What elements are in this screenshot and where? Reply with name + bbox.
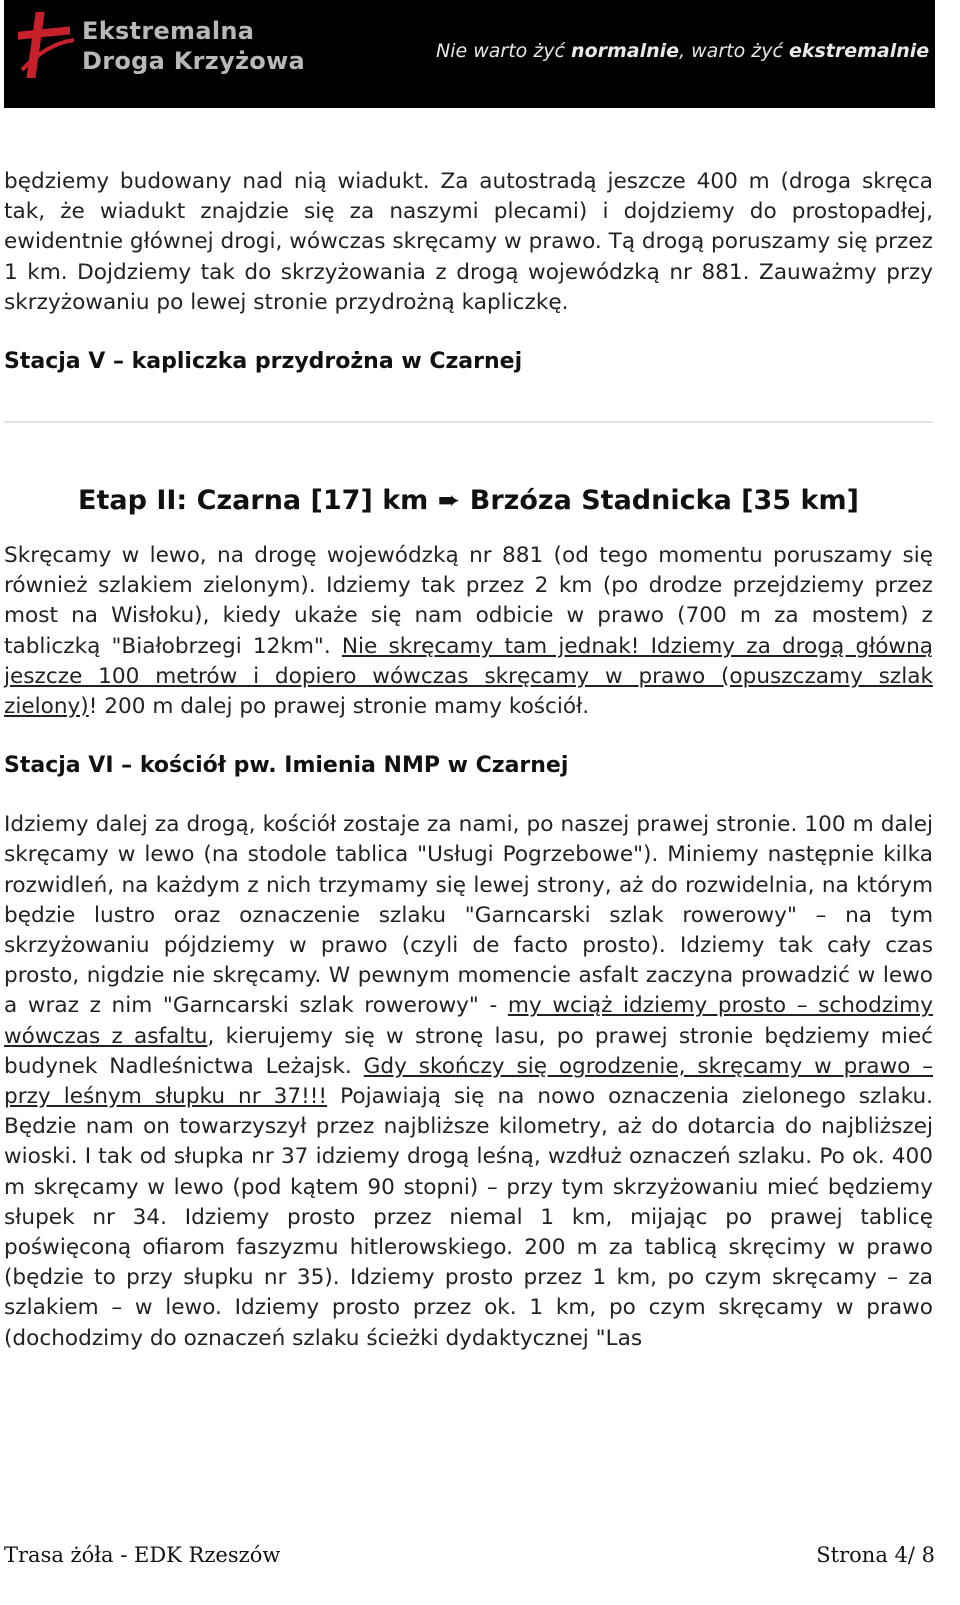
logo-line-1: Ekstremalna xyxy=(82,17,255,45)
paragraph-route xyxy=(4,810,933,1354)
paragraph-route-text2: , kierujemy się w stronę lasu, po prawej stronie będziemy mieć budynek Nadleśnictwa Leżajsk. xyxy=(4,1023,933,1079)
header-banner xyxy=(4,0,935,108)
arrow-right-icon: ➨ xyxy=(437,485,461,517)
underlined-instruction: Nie skręcamy tam jednak! Idziemy za drogą główną jeszcze 100 metrów i dopiero wówczas skręcamy w prawo (opuszczamy szlak zielony) xyxy=(4,633,933,720)
slogan-part-1: Nie warto żyć xyxy=(436,40,572,62)
paragraph-route-text3: Pojawiają się na nowo oznaczenia zielonego szlaku. Będzie nam on towarzyszył przez najbliższe kilometry, aż do dotarcia do najbliższej wioski. I tak od słupka nr 37 idziemy drogą leśną, wzdłuż oznaczeń szlaku. Po ok. 400 m skręcamy w lewo (pod kątem 90 stopni) – przy tym skrzyżowaniu mieć będziemy słupek nr 34. Idziemy prosto przez niemal 1 km, mijając po prawej tablicę poświęconą ofiarom faszyzmu hitlerowskiego. 200 m za tablicą skręcimy w prawo (będzie to przy słupku nr 35). Idziemy prosto przez 1 km, po czym skręcamy – za szlakiem – w lewo. Idziemy prosto przez ok. 1 km, po czym skręcamy w prawo (dochodzimy do oznaczeń szlaku ścieżki dydaktycznej "Las xyxy=(4,1084,933,1351)
slogan-bold-1: normalnie xyxy=(571,40,680,62)
page-footer xyxy=(4,1543,935,1573)
paragraph-route-text1: Idziemy dalej za drogą, kościół zostaje za nami, po naszej prawej stronie. 100 m dalej skręcamy w lewo (na stodole tablica "Usługi Pogrzebowe"). Miniemy następnie kilka rozwidleń, na każdym z nich trzymamy się lewej strony, aż do rozwidelnia, na którym będzie lustro oraz oznaczenie szlaku "Garncarski szlak rowerowy" – na tym skrzyżowaniu pójdziemy w prawo (czyli de facto prosto). Idziemy tak cały czas prosto, nigdzie nie skręcamy. W pewnym momencie asfalt zaczyna prowadzić w lewo a wraz z nim "Garncarski szlak rowerowy" - xyxy=(4,812,933,1019)
underlined-instruction-2: Gdy skończy się ogrodzenie, skręcamy w prawo – przy leśnym słupku nr 37!!! xyxy=(4,1053,933,1110)
cross-icon xyxy=(16,10,76,80)
document-body xyxy=(4,167,933,1354)
slogan xyxy=(436,40,929,62)
paragraph-stage-2-text2: ! 200 m dalej po prawej stronie mamy kościół. xyxy=(88,694,590,720)
slogan-bold-2: ekstremalnie xyxy=(788,40,930,62)
station-6-heading: Stacja VI – kościół pw. Imienia NMP w Czarnej xyxy=(4,753,569,779)
footer-title: Trasa żóła - EDK Rzeszów xyxy=(4,1543,281,1567)
logo-line-2: Droga Krzyżowa xyxy=(82,47,306,75)
underlined-instruction-1: my wciąż idziemy prosto – schodzimy wówczas z asfaltu xyxy=(4,993,933,1049)
station-5-heading: Stacja V – kapliczka przydrożna w Czarnej xyxy=(4,349,523,375)
slogan-part-2: , warto żyć xyxy=(679,40,789,62)
logo-text xyxy=(82,16,305,76)
paragraph-stage-2-text1: Skręcamy w lewo, na drogę wojewódzką nr 881 (od tego momentu poruszamy się również szlakiem zielonym). Idziemy tak przez 2 km (po drodze przejdziemy przez most na Wisłoku), kiedy ukaże się nam odbicie w prawo (700 m za mostem) z tabliczką "Białobrzegi 12km". xyxy=(4,543,933,659)
paragraph-intro: będziemy budowany nad nią wiadukt. Za autostradą jeszcze 400 m (droga skręca tak, że wiadukt znajdzie się za naszymi plecami) i dojdziemy do prostopadłej, ewidentnie głównej drogi, wówczas skręcamy w prawo. Tą drogą poruszamy się przez 1 km. Dojdziemy tak do skrzyżowania z drogą wojewódzką nr 881. Zauważmy przy skrzyżowaniu po lewej stronie przydrożną kapliczkę. xyxy=(4,169,933,315)
stage-heading xyxy=(4,481,933,521)
page-number: Strona 4/ 8 xyxy=(816,1543,935,1567)
paragraph-stage-2 xyxy=(4,541,933,722)
stage-to: Brzóza Stadnicka [35 km] xyxy=(469,485,859,517)
stage-from: Etap II: Czarna [17] km xyxy=(78,485,429,517)
